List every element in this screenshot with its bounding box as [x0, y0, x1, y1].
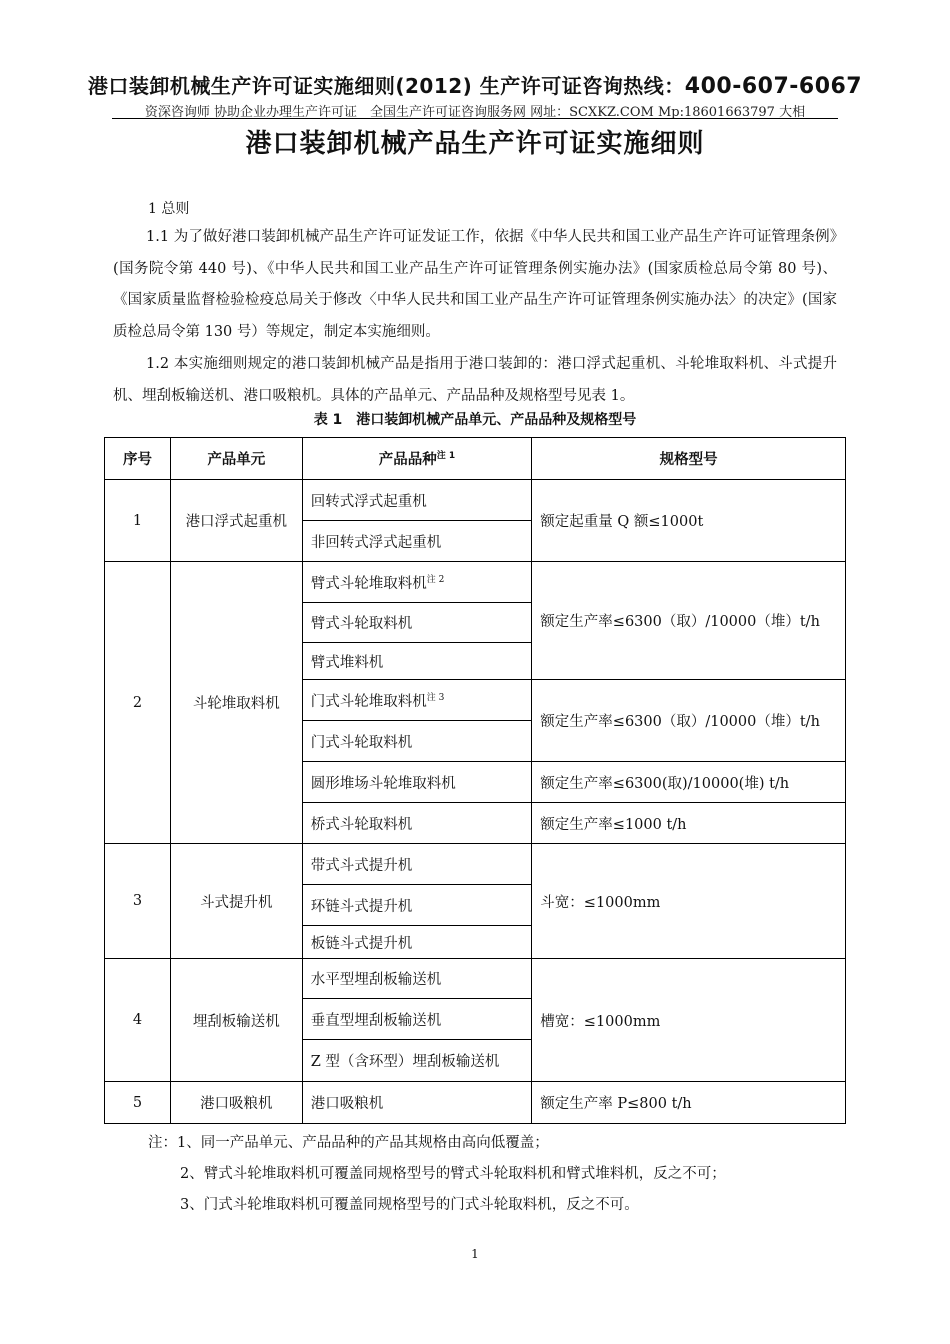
cell-unit: 埋刮板输送机: [170, 959, 302, 1082]
cell-spec: 斗宽：≤1000mm: [532, 844, 846, 959]
header-title: 港口装卸机械生产许可证实施细则(2012) 生产许可证咨询热线：: [87, 74, 685, 98]
cell-spec: 额定起重量 Q 额≤1000t: [532, 480, 846, 562]
table-row: [105, 844, 846, 885]
table-notes: [148, 1128, 726, 1221]
cell-spec: 额定生产率≤6300(取)/10000(堆) t/h: [532, 762, 846, 803]
table-caption: 表 1 港口装卸机械产品单元、产品品种及规格型号: [313, 412, 637, 428]
table-row: [105, 1082, 846, 1124]
cell-variety: 板链斗式提升机: [302, 926, 532, 959]
section-heading: 1 总则: [148, 201, 190, 217]
note-ref: 注 3: [426, 692, 445, 703]
header-unit: 产品单元: [170, 438, 302, 480]
cell-variety: 圆形堆场斗轮堆取料机: [302, 762, 532, 803]
header-no: 序号: [105, 438, 171, 480]
header-spec: 规格型号: [532, 438, 846, 480]
cell-variety: 回转式浮式起重机: [302, 480, 532, 521]
table-row: [105, 480, 846, 521]
note-ref: 注 2: [426, 574, 445, 585]
note-3: 3、门式斗轮堆取料机可覆盖同规格型号的门式斗轮取料机，反之不可。: [180, 1197, 639, 1213]
cell-variety: 门式斗轮堆取料机$^{注 3}$: [302, 680, 532, 721]
cell-variety: 门式斗轮取料机: [302, 721, 532, 762]
cell-variety: 环链斗式提升机: [302, 885, 532, 926]
cell-variety: 带式斗式提升机: [302, 844, 532, 885]
cell-variety: 港口吸粮机: [302, 1082, 532, 1124]
cell-unit: 港口吸粮机: [170, 1082, 302, 1124]
header-subline: 资深咨询师 协助企业办理生产许可证 全国生产许可证咨询服务网 网址：SCXKZ.COM Mp:18601663797 大相: [144, 105, 806, 120]
cell-unit: 斗式提升机: [170, 844, 302, 959]
table-header-row: [105, 438, 846, 480]
page-header: [0, 70, 950, 120]
cell-variety: 垂直型埋刮板输送机: [302, 999, 532, 1040]
hotline-number: 400-607-6067: [684, 74, 863, 99]
cell-variety: 臂式堆料机: [302, 643, 532, 680]
cell-variety: 非回转式浮式起重机: [302, 521, 532, 562]
page-number: 1: [471, 1247, 479, 1261]
cell-no: 3: [105, 844, 171, 959]
cell-spec: 额定生产率≤6300（取）/10000（堆）t/h: [532, 562, 846, 680]
paragraph-1-1: 1.1 为了做好港口装卸机械产品生产许可证发证工作，依据《中华人民共和国工业产品生产许可证管理条例》(国务院令第 440 号)、《中华人民共和国工业产品生产许可证管理条例实施办法》(国家质检总局令第 80 号)、《国家质量监督检验检疫总局关于修改〈中华人民共和国工业产品生产许可证管理条例实施办法〉的决定》(国家质检总局令第 130 号）等规定，制定本实施细则。: [113, 229, 837, 340]
cell-spec: 额定生产率≤1000 t/h: [532, 803, 846, 844]
cell-variety: 臂式斗轮堆取料机$^{注 2}$: [302, 562, 532, 603]
table-row: [105, 959, 846, 999]
cell-spec: 额定生产率 P≤800 t/h: [532, 1082, 846, 1124]
header-variety: 产品品种$^{注 1}$: [302, 438, 532, 480]
cell-variety: 桥式斗轮取料机: [302, 803, 532, 844]
cell-spec: 额定生产率≤6300（取）/10000（堆）t/h: [532, 680, 846, 762]
cell-no: 4: [105, 959, 171, 1082]
paragraph-1-2: 1.2 本实施细则规定的港口装卸机械产品是指用于港口装卸的：港口浮式起重机、斗轮堆取料机、斗式提升机、埋刮板输送机、港口吸粮机。具体的产品单元、产品品种及规格型号见表 1。: [113, 356, 837, 404]
note-1: 注：1、同一产品单元、产品品种的产品其规格由高向低覆盖；: [148, 1135, 549, 1151]
cell-variety: 水平型埋刮板输送机: [302, 959, 532, 999]
cell-no: 5: [105, 1082, 171, 1124]
cell-variety: 臂式斗轮取料机: [302, 603, 532, 643]
document-title: 港口装卸机械产品生产许可证实施细则: [245, 129, 705, 159]
cell-no: 2: [105, 562, 171, 844]
note-ref: 注 1: [436, 451, 456, 462]
header-title-line: [0, 70, 950, 99]
cell-variety: Z 型（含环型）埋刮板输送机: [302, 1040, 532, 1082]
header-divider: [112, 118, 838, 119]
product-spec-table: [104, 437, 846, 1124]
note-2: 2、臂式斗轮堆取料机可覆盖同规格型号的臂式斗轮取料机和臂式堆料机，反之不可；: [180, 1166, 726, 1182]
cell-no: 1: [105, 480, 171, 562]
cell-spec: 槽宽：≤1000mm: [532, 959, 846, 1082]
table-row: [105, 562, 846, 603]
cell-unit: 斗轮堆取料机: [170, 562, 302, 844]
cell-unit: 港口浮式起重机: [170, 480, 302, 562]
